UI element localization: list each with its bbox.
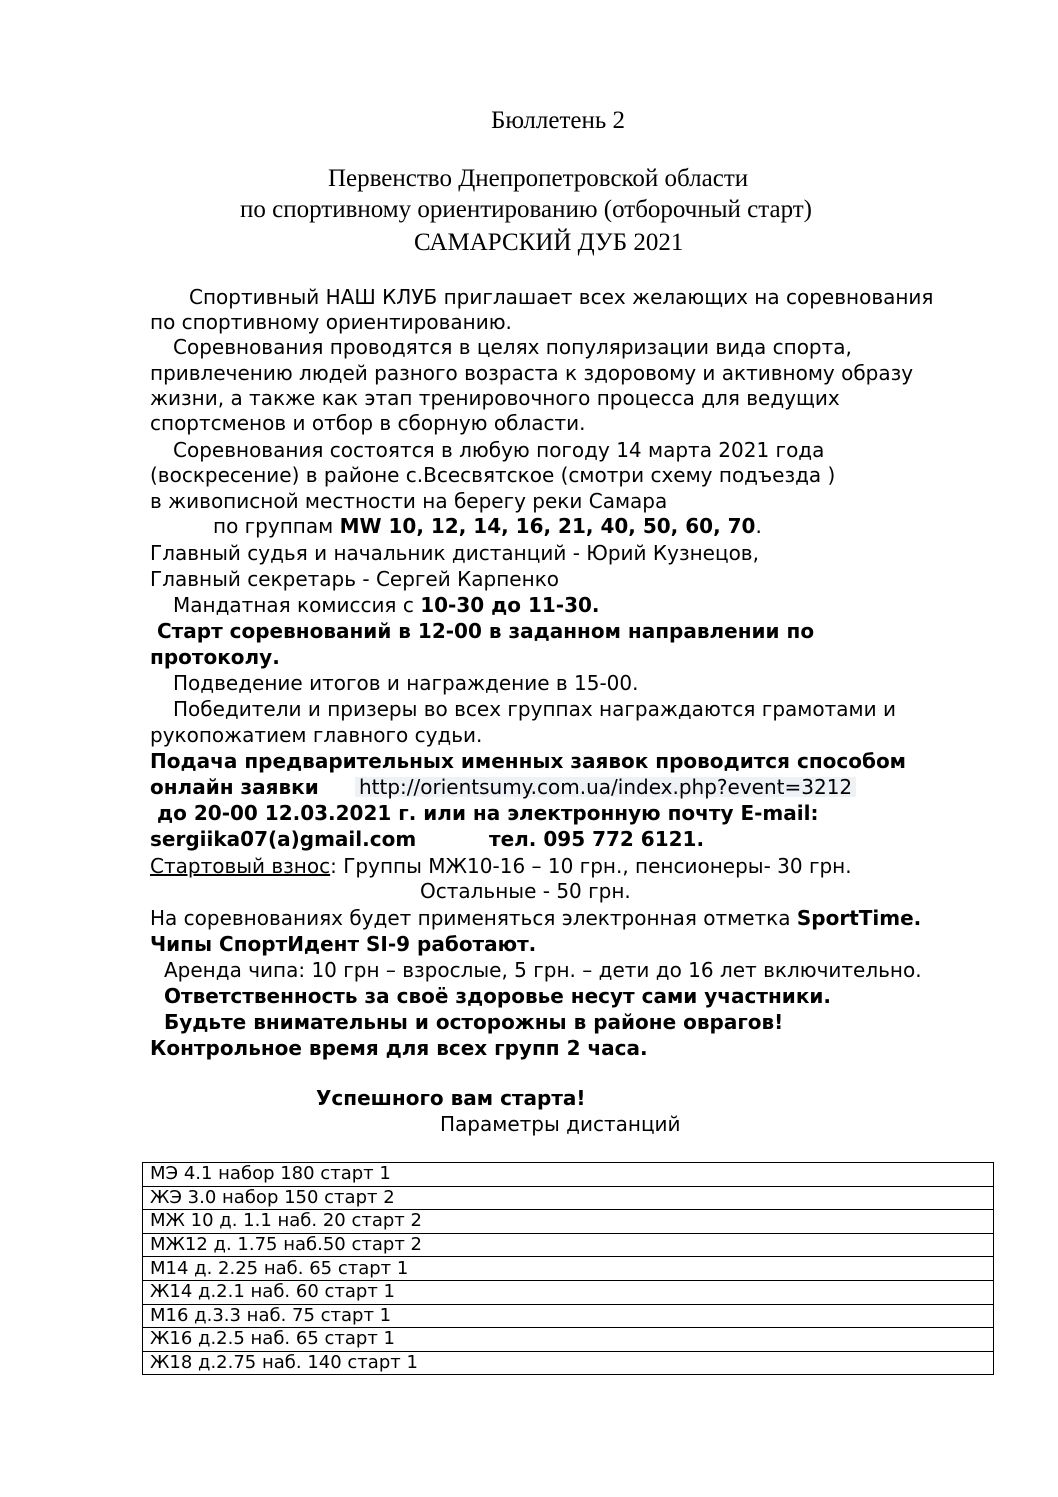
- apply-online-label: онлайн заявки: [150, 775, 319, 799]
- table-cell: МЖ 10 д. 1.1 наб. 20 старт 2: [143, 1210, 994, 1234]
- start-line-1: Старт соревнований в 12-00 в заданном направлении по: [157, 619, 815, 643]
- when-line-3: в живописной местности на берегу реки Самара: [150, 489, 668, 513]
- table-cell: МЖ12 д. 1.75 наб.50 старт 2: [143, 1233, 994, 1257]
- table-cell: М16 д.3.3 наб. 75 старт 1: [143, 1304, 994, 1328]
- goals-line-1: Соревнования проводятся в целях популяризации вида спорта,: [173, 335, 852, 359]
- groups-line: [213, 516, 762, 536]
- params-title: Параметры дистанций: [440, 1112, 681, 1136]
- when-line-1: Соревнования состоятся в любую погоду 14 марта 2021 года: [173, 438, 825, 462]
- table-cell: ЖЭ 3.0 набор 150 старт 2: [143, 1186, 994, 1210]
- apply-line-1: Подача предварительных именных заявок проводится способом: [150, 749, 907, 773]
- mandate-line: [173, 595, 600, 615]
- table-row: [143, 1257, 994, 1281]
- table-cell: Ж18 д.2.75 наб. 140 старт 1: [143, 1351, 994, 1375]
- goals-line-4: спортсменов и отбор в сборную области.: [150, 411, 586, 435]
- mandate-time: 10-30 до 11-30.: [420, 593, 600, 617]
- chief-secretary: Главный секретарь - Сергей Карпенко: [150, 567, 560, 591]
- responsibility-line: Ответственность за своё здоровье несут сами участники.: [164, 984, 832, 1008]
- rent-line: Аренда чипа: 10 грн – взрослые, 5 грн. – дети до 16 лет включительно.: [164, 958, 922, 982]
- table-row: [143, 1210, 994, 1234]
- caution-line: Будьте внимательны и осторожны в районе оврагов!: [164, 1010, 784, 1034]
- mandate-prefix: Мандатная комиссия с: [173, 593, 421, 617]
- apply-line-2: [150, 777, 319, 797]
- good-luck: Успешного вам старта!: [316, 1086, 586, 1110]
- table-row: [143, 1304, 994, 1328]
- winners-line-2: рукопожатием главного судьи.: [150, 723, 483, 747]
- title-line-1: Первенство Днепропетровской области: [328, 165, 749, 192]
- fee-others: Остальные - 50 грн.: [420, 879, 631, 903]
- table-row: [143, 1233, 994, 1257]
- table-cell: М14 д. 2.25 наб. 65 старт 1: [143, 1257, 994, 1281]
- contact-phone: тел. 095 772 6121.: [489, 827, 705, 851]
- table-cell: Ж16 д.2.5 наб. 65 старт 1: [143, 1328, 994, 1352]
- timing-prefix: На соревнованиях будет применяться электронная отметка: [150, 906, 797, 930]
- fee-details: : Группы МЖ10-16 – 10 грн., пенсионеры- 30 грн.: [330, 854, 852, 878]
- chips-line: Чипы СпортИдент SI-9 работают.: [150, 932, 537, 956]
- table-row: [143, 1328, 994, 1352]
- results-line: Подведение итогов и награждение в 15-00.: [173, 671, 639, 695]
- contact-email: sergiika07(a)gmail.com: [150, 827, 417, 851]
- fee-line: [150, 856, 852, 876]
- start-line-2: протоколу.: [150, 645, 280, 669]
- registration-link[interactable]: http://orientsumy.com.ua/index.php?event=3212: [355, 777, 856, 797]
- apply-line-3: до 20-00 12.03.2021 г. или на электронную почту E-mail:: [157, 801, 819, 825]
- groups-list: MW 10, 12, 14, 16, 21, 40, 50, 60, 70: [339, 514, 756, 538]
- goals-line-2: привлечению людей разного возраста к здоровому и активному образу: [150, 361, 914, 385]
- table-row: [143, 1163, 994, 1187]
- groups-suffix: .: [755, 514, 762, 538]
- distances-table: [142, 1162, 994, 1375]
- when-line-2: (воскресение) в районе с.Всесвятское (смотри схему подъезда ): [150, 463, 836, 487]
- table-cell: Ж14 д.2.1 наб. 60 старт 1: [143, 1280, 994, 1304]
- title-line-3: САМАРСКИЙ ДУБ 2021: [414, 229, 684, 256]
- goals-line-3: жизни, а также как этап тренировочного процесса для ведущих: [150, 386, 840, 410]
- timing-system: SportTime.: [796, 906, 922, 930]
- bulletin-number: Бюллетень 2: [491, 107, 626, 134]
- groups-prefix: по группам: [213, 514, 340, 538]
- fee-label: Стартовый взнос: [150, 854, 331, 878]
- control-time-line: Контрольное время для всех групп 2 часа.: [150, 1036, 648, 1060]
- timing-line: [150, 908, 921, 928]
- table-row: [143, 1186, 994, 1210]
- table-cell: МЭ 4.1 набор 180 старт 1: [143, 1163, 994, 1187]
- table-row: [143, 1280, 994, 1304]
- intro-line-1: Спортивный НАШ КЛУБ приглашает всех желающих на соревнования: [189, 285, 934, 309]
- table-row: [143, 1351, 994, 1375]
- intro-line-2: по спортивному ориентированию.: [150, 310, 512, 334]
- winners-line-1: Победители и призеры во всех группах награждаются грамотами и: [173, 697, 896, 721]
- chief-judge: Главный судья и начальник дистанций - Юрий Кузнецов,: [150, 541, 759, 565]
- title-line-2: по спортивному ориентированию (отборочный старт): [240, 196, 812, 223]
